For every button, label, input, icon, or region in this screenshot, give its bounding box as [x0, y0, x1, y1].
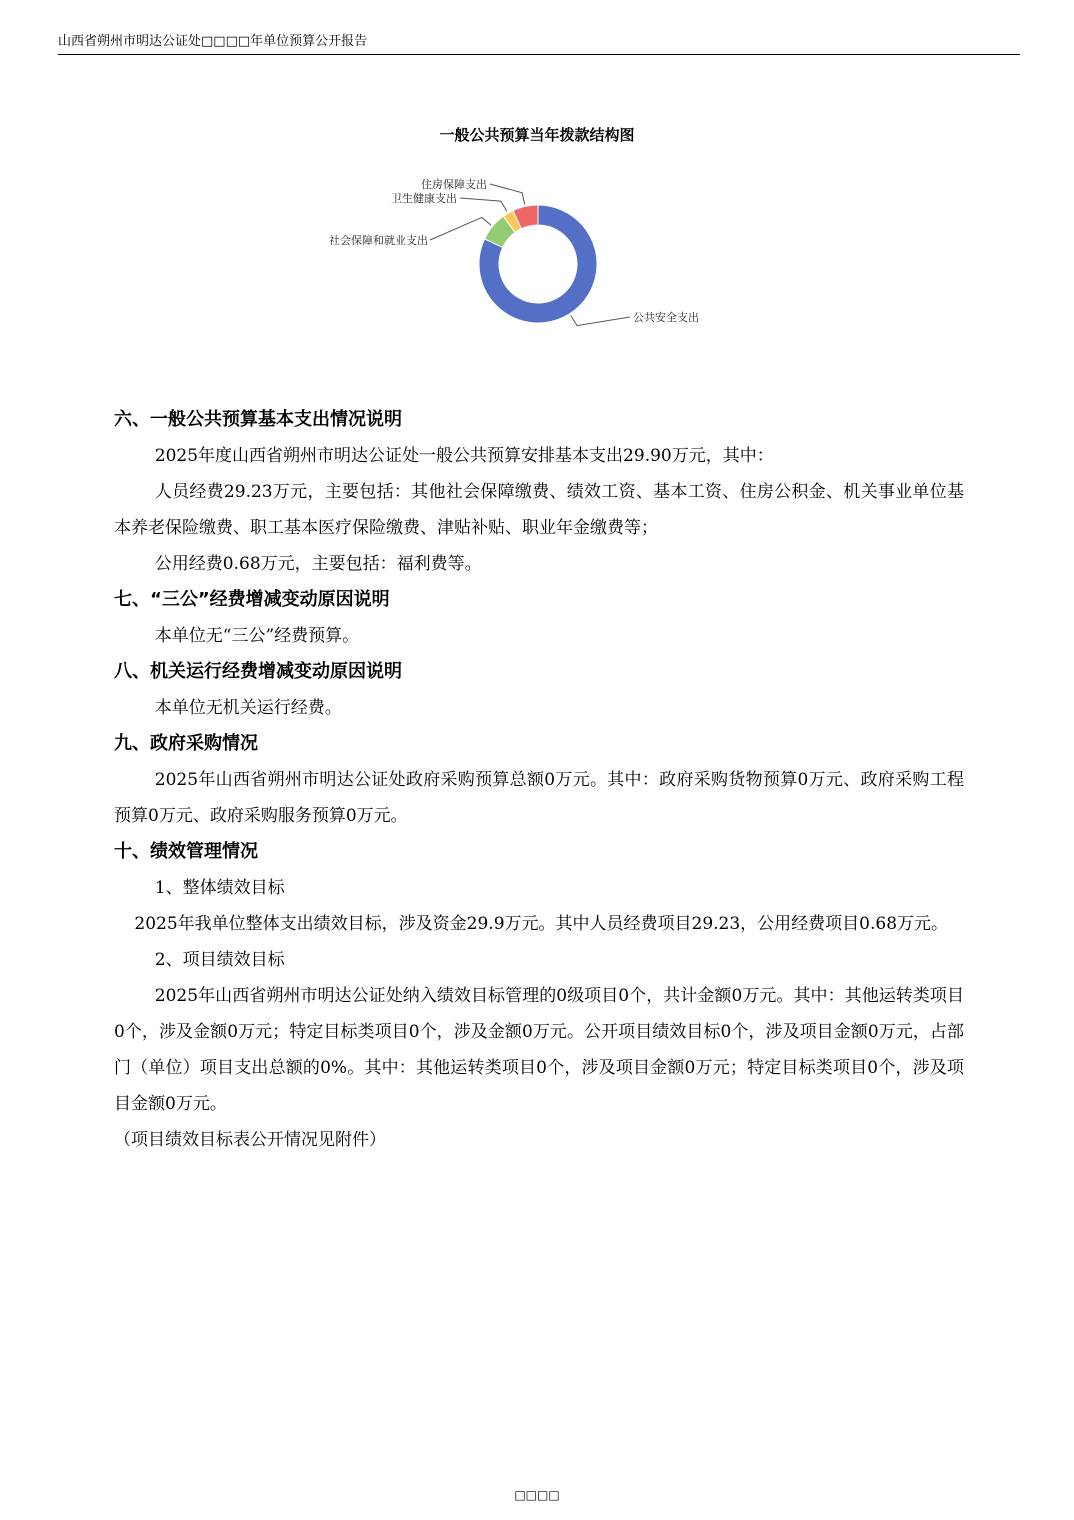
- section-6-paragraph-2: 人员经费29.23万元，主要包括：其他社会保障缴费、绩效工资、基本工资、住房公积金、机关事业单位基本养老保险缴费、职工基本医疗保险缴费、津贴补贴、职业年金缴费等；: [114, 482, 964, 538]
- page-number: □□□□: [514, 1488, 560, 1502]
- slice-label-4: 住房保障支出: [421, 178, 487, 191]
- section-heading-8: 八、机关运行经费增减变动原因说明: [114, 661, 402, 682]
- slice-label-3: 卫生健康支出: [391, 192, 457, 205]
- header-title: 山西省朔州市明达公证处□□□□年单位预算公开报告: [58, 34, 368, 49]
- section-10-subheading-1: 1、整体绩效目标: [154, 878, 285, 898]
- leader-line-1: [571, 316, 630, 326]
- chart-title: 一般公共预算当年拨款结构图: [439, 126, 635, 144]
- section-7-paragraph-1: 本单位无“三公”经费预算。: [154, 626, 360, 646]
- page-header: [58, 30, 1020, 55]
- section-10-paragraph-2: 2025年山西省朔州市明达公证处纳入绩效目标管理的0级项目0个，共计金额0万元。其中：其他运转类项目0个，涉及金额0万元；特定目标类项目0个，涉及金额0万元。公开项目绩效目标0个，涉及项目金额0万元，占部门（单位）项目支出总额的0%。其中：其他运转类项目0个，涉及项目金额0万元；特定目标类项目0个，涉及项目金额0万元。: [114, 986, 964, 1114]
- section-heading-9: 九、政府采购情况: [114, 733, 258, 754]
- slice-label-2: 社会保障和就业支出: [329, 234, 428, 247]
- section-6-paragraph-3: 公用经费0.68万元，主要包括：福利费等。: [154, 554, 482, 574]
- leader-line-2: [430, 217, 491, 240]
- section-10-paragraph-1: 2025年我单位整体支出绩效目标，涉及资金29.9万元。其中人员经费项目29.23，公用经费项目0.68万元。: [134, 914, 949, 934]
- leader-line-3: [460, 198, 507, 211]
- section-heading-10: 十、绩效管理情况: [114, 841, 258, 862]
- section-heading-6: 六、一般公共预算基本支出情况说明: [114, 409, 402, 430]
- section-9-paragraph-1: 2025年山西省朔州市明达公证处政府采购预算总额0万元。其中：政府采购货物预算0万元、政府采购工程预算0万元、政府采购服务预算0万元。: [114, 770, 964, 826]
- section-heading-7: 七、“三公”经费增减变动原因说明: [114, 589, 390, 610]
- section-10-subheading-2: 2、项目绩效目标: [154, 950, 285, 970]
- leader-line-4: [490, 184, 525, 204]
- slice-label-1: 公共安全支出: [633, 311, 699, 324]
- section-6-paragraph-1: 2025年度山西省朔州市明达公证处一般公共预算安排基本支出29.90万元，其中：: [154, 446, 774, 466]
- section-10-note: （项目绩效目标表公开情况见附件）: [114, 1130, 386, 1150]
- section-8-paragraph-1: 本单位无机关运行经费。: [154, 698, 342, 718]
- report-body: [114, 402, 964, 1158]
- donut-chart: [300, 160, 760, 360]
